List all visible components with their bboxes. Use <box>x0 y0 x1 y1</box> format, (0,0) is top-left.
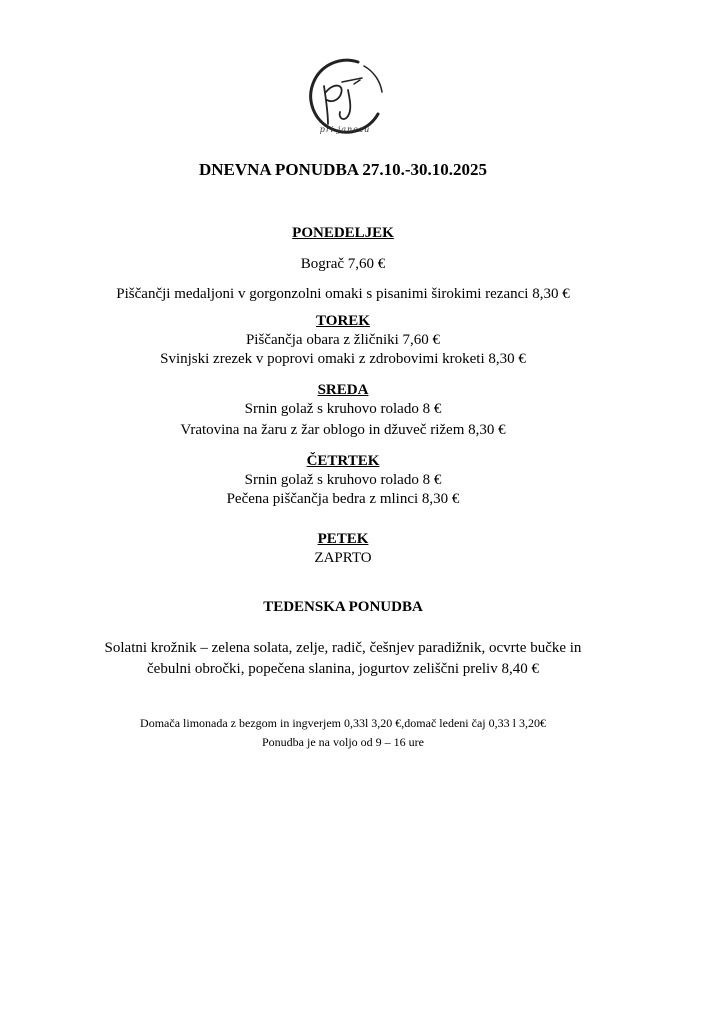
day-heading-thursday: ČETRTEK <box>306 453 380 469</box>
menu-item: Piščančja obara z žličniki 7,60 € <box>245 332 441 348</box>
weekly-offer-line: Solatni krožnik – zelena solata, zelje, radič, češnjev paradižnik, ocvrte bučke in <box>104 640 582 656</box>
menu-item: Pečena piščančja bedra z mlinci 8,30 € <box>226 491 460 507</box>
page-title: DNEVNA PONUDBA 27.10.-30.10.2025 <box>198 160 488 179</box>
weekly-offer-line: čebulni obročki, popečena slanina, jogurtov zeliščni preliv 8,40 € <box>147 661 539 677</box>
logo-tagline: pri janezu <box>319 125 371 134</box>
footer-drinks-note: Domača limonada z bezgom in ingverjem 0,33l 3,20 €,domač ledeni čaj 0,33 l 3,20€ <box>140 716 546 730</box>
menu-item: Srnin golaž s kruhovo rolado 8 € <box>244 472 442 488</box>
menu-item: ZAPRTO <box>314 550 372 566</box>
menu-item: Bograč 7,60 € <box>300 256 386 272</box>
footer-hours-note: Ponudba je na voljo od 9 – 16 ure <box>262 735 424 749</box>
menu-item: Svinjski zrezek v poprovi omaki z zdrobovimi kroketi 8,30 € <box>160 351 526 367</box>
day-heading-monday: PONEDELJEK <box>292 225 394 241</box>
menu-item: Srnin golaž s kruhovo rolado 8 € <box>244 401 442 417</box>
day-heading-tuesday: TOREK <box>316 313 370 329</box>
day-heading-wednesday: SREDA <box>317 382 369 398</box>
menu-item: Piščančji medaljoni v gorgonzolni omaki s pisanimi širokimi rezanci 8,30 € <box>116 286 570 302</box>
menu-item: Vratovina na žaru z žar oblogo in džuveč rižem 8,30 € <box>180 422 506 438</box>
day-heading-friday: PETEK <box>317 531 369 547</box>
weekly-offer-title: TEDENSKA PONUDBA <box>263 599 423 615</box>
